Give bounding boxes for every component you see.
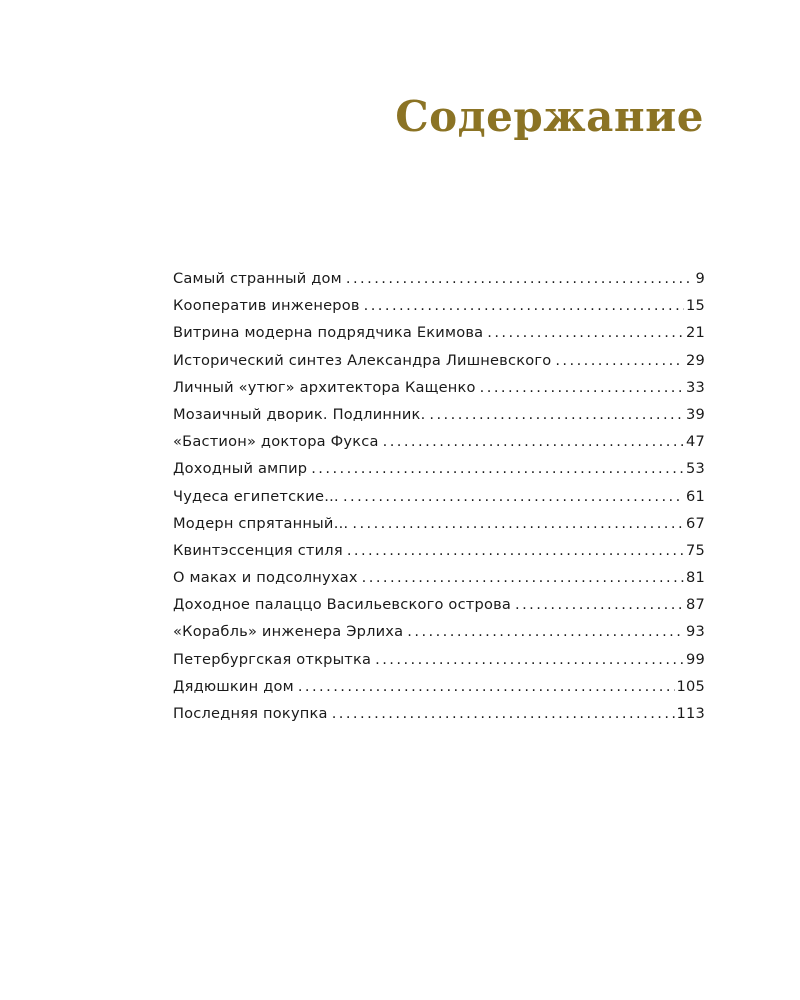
toc-entry-title: Доходное палаццо Васильевского острова bbox=[173, 596, 512, 614]
dot-leader bbox=[343, 483, 684, 510]
dot-leader bbox=[364, 292, 684, 319]
dot-leader bbox=[383, 428, 684, 455]
toc-entry-page: 47 bbox=[686, 433, 705, 451]
toc-entry-title: Дядюшкин дом bbox=[173, 677, 294, 695]
toc-entry-title: Квинтэссенция стиля bbox=[173, 541, 343, 559]
toc-entry bbox=[173, 292, 705, 319]
toc-entry-page: 99 bbox=[686, 650, 705, 668]
dot-leader bbox=[407, 618, 684, 645]
toc-entry-page: 81 bbox=[686, 569, 705, 587]
toc-entry-page: 33 bbox=[686, 378, 705, 396]
toc-entry bbox=[173, 265, 705, 292]
toc-entry bbox=[173, 564, 705, 591]
toc-entry bbox=[173, 700, 705, 727]
dot-leader bbox=[332, 700, 675, 727]
toc-entry-page: 21 bbox=[686, 324, 705, 342]
toc-entry-title: Витрина модерна подрядчика Екимова bbox=[173, 324, 484, 342]
toc-entry bbox=[173, 428, 705, 455]
toc-entry bbox=[173, 374, 705, 401]
dot-leader bbox=[480, 374, 684, 401]
toc-entry-title: О маках и подсолнухах bbox=[173, 569, 358, 587]
toc-entry bbox=[173, 483, 705, 510]
toc-entry-title: Исторический синтез Александра Лишневского bbox=[173, 351, 552, 369]
dot-leader bbox=[555, 347, 684, 374]
dot-leader bbox=[362, 564, 684, 591]
dot-leader bbox=[487, 319, 684, 346]
toc-entry-title: Чудеса египетские… bbox=[173, 487, 339, 505]
toc-entry bbox=[173, 347, 705, 374]
page-title: Содержание bbox=[395, 92, 704, 141]
toc-entry-page: 61 bbox=[686, 487, 705, 505]
toc-entry-title: Мозаичный дворик. Подлинник. bbox=[173, 405, 426, 423]
toc-entry-page: 9 bbox=[695, 270, 705, 287]
dot-leader bbox=[375, 646, 684, 673]
dot-leader bbox=[429, 401, 684, 428]
toc-entry-page: 113 bbox=[676, 705, 705, 722]
toc-entry bbox=[173, 537, 705, 564]
toc-entry-page: 15 bbox=[686, 297, 705, 315]
toc-entry-title: Петербургская открытка bbox=[173, 650, 372, 668]
toc-entry bbox=[173, 618, 705, 645]
dot-leader bbox=[346, 265, 694, 292]
toc-entry bbox=[173, 673, 705, 700]
toc-entry-title: Модерн спрятанный… bbox=[173, 514, 349, 532]
toc-entry-page: 39 bbox=[686, 405, 705, 423]
toc-entry bbox=[173, 401, 705, 428]
table-of-contents bbox=[173, 265, 705, 727]
dot-leader bbox=[352, 510, 684, 537]
toc-entry-title: «Корабль» инженера Эрлиха bbox=[173, 623, 404, 641]
toc-entry-title: Самый странный дом bbox=[173, 270, 342, 287]
toc-entry bbox=[173, 455, 705, 482]
dot-leader bbox=[311, 455, 684, 482]
toc-entry-page: 29 bbox=[686, 351, 705, 369]
toc-entry-page: 67 bbox=[686, 514, 705, 532]
toc-entry-page: 53 bbox=[686, 460, 705, 478]
dot-leader bbox=[347, 537, 684, 564]
toc-entry-title: Кооператив инженеров bbox=[173, 297, 360, 315]
dot-leader bbox=[298, 673, 675, 700]
toc-entry bbox=[173, 646, 705, 673]
toc-entry-page: 105 bbox=[676, 677, 705, 695]
toc-entry-page: 93 bbox=[686, 623, 705, 641]
toc-entry-page: 87 bbox=[686, 596, 705, 614]
toc-entry-title: Личный «утюг» архитектора Кащенко bbox=[173, 378, 476, 396]
toc-entry-title: Доходный ампир bbox=[173, 460, 308, 478]
toc-entry bbox=[173, 510, 705, 537]
toc-entry-title: «Бастион» доктора Фукса bbox=[173, 433, 379, 451]
toc-entry bbox=[173, 591, 705, 618]
dot-leader bbox=[515, 591, 684, 618]
toc-entry-title: Последняя покупка bbox=[173, 705, 328, 722]
toc-entry bbox=[173, 319, 705, 346]
toc-entry-page: 75 bbox=[686, 541, 705, 559]
